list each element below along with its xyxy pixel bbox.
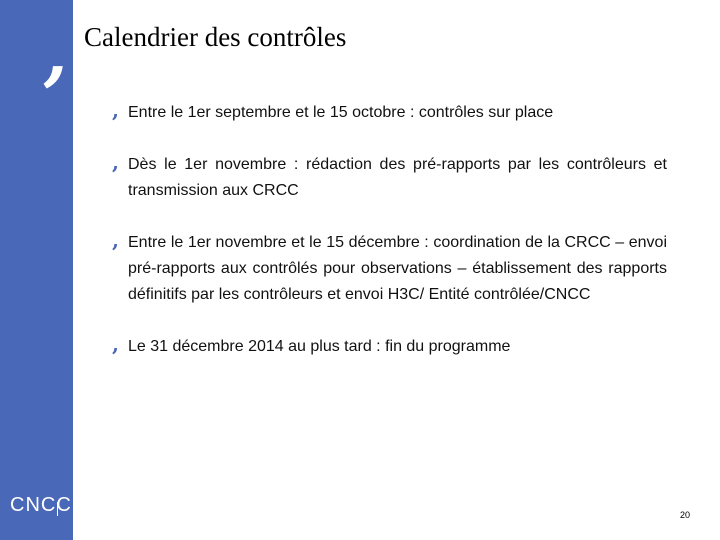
bullet-list <box>112 100 667 386</box>
bullet-item <box>112 230 667 308</box>
comma-mark-icon: , <box>41 11 78 94</box>
slide-title: Calendrier des contrôles <box>84 22 347 52</box>
bullet-item <box>112 152 667 204</box>
bullet-icon: , <box>112 332 119 356</box>
logo-divider <box>57 502 70 516</box>
bullet-text: Le 31 décembre 2014 au plus tard : fin du programme <box>128 338 511 355</box>
bullet-icon: , <box>112 150 119 174</box>
bullet-icon: , <box>112 228 119 252</box>
bullet-item <box>112 100 667 126</box>
page-number: 20 <box>679 510 690 520</box>
bullet-text: Dès le 1er novembre : rédaction des pré-rapports par les contrôleurs et transmission aux CRCC <box>128 156 667 199</box>
bullet-item <box>112 334 667 360</box>
bullet-text: Entre le 1er novembre et le 15 décembre : coordination de la CRCC – envoi pré-rapports aux contrôlés pour observations – établissement des rapports définitifs par les contrôleurs et envoi H3C/ Entité contrôlée/CNCC <box>128 234 667 303</box>
logo-text: CNCC <box>10 494 72 516</box>
bullet-text: Entre le 1er septembre et le 15 octobre : contrôles sur place <box>128 104 554 121</box>
bullet-icon: , <box>112 98 119 122</box>
cncc-logo <box>10 494 72 517</box>
